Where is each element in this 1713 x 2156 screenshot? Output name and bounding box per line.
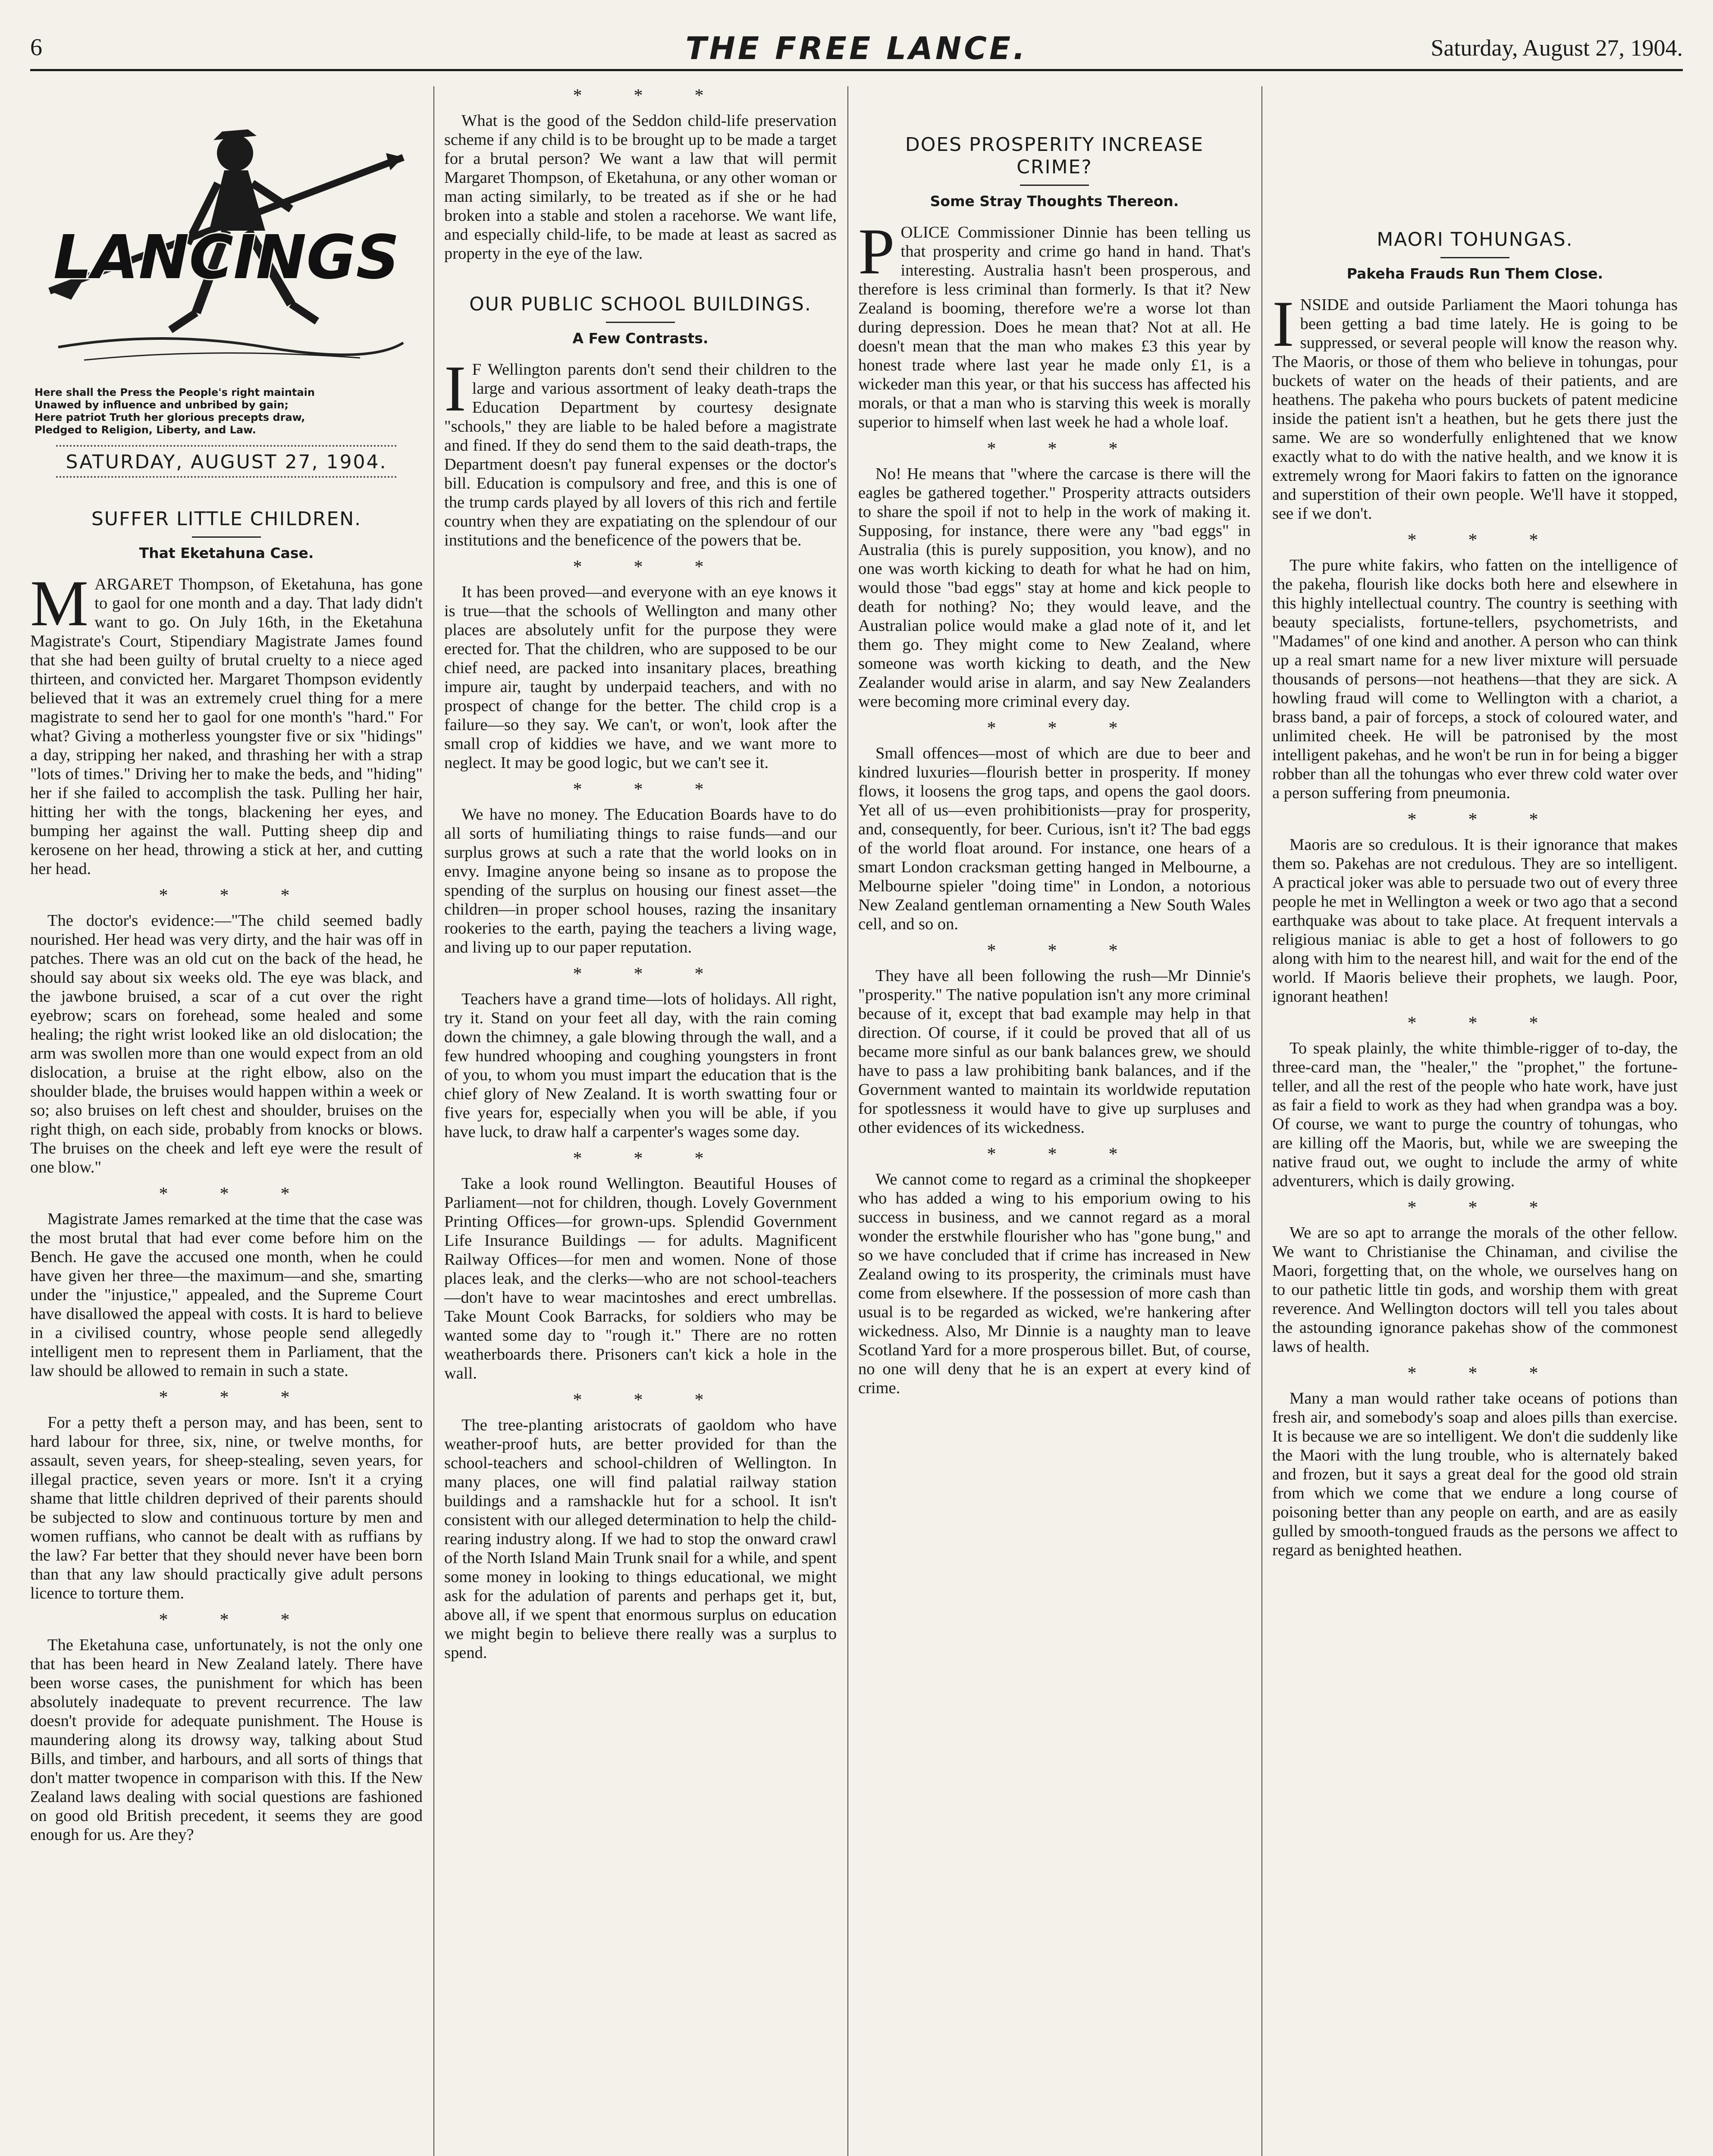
separator-stars: *** <box>987 941 1170 961</box>
subhead-schools: A Few Contrasts. <box>572 330 709 347</box>
divider <box>1440 257 1509 258</box>
article-paragraph <box>1272 288 1678 523</box>
column-2 <box>444 86 837 2156</box>
separator-stars: *** <box>1407 1363 1590 1383</box>
paragraph-text: NSIDE and outside Parliament the Maori tohunga has been getting a bad time lately. He is going to be suppressed, or several people will know the reason why. The Maoris, or those of them who believe in tohungas, pour buckets of water on the heads of their patients, and are heathens. The pakeha who pours buckets of patent medicine inside the patient isn't a heathen, but he gets there just the same. We are so wonderfully enlightened that we know exactly what to do with the native health, and we know it is extremely wrong for Maori fakirs to fatten on the ignorance and superstition of their own people. We'll have it stopped, see if we don't. <box>1272 296 1678 523</box>
separator-stars: *** <box>159 1184 342 1204</box>
separator-stars: *** <box>987 1144 1170 1164</box>
divider <box>192 536 261 538</box>
article-paragraph: We have no money. The Education Boards have to do all sorts of humiliating things to raise funds—and our surplus grows at such a rate that the world looks on in envy. Imagine anyone being so insane as to propose the spending of the surplus on housing our finest asset—the children—in proper school houses, razing the insanitary rookeries to the earth, paying the teachers a living wage, and living up to our paper reputation. <box>444 805 837 956</box>
article-paragraph: Many a man would rather take oceans of potions than fresh air, and somebody's soap and aloes pills than exercise. It is because we are so intelligent. We don't die suddenly like the Maori with the lung trouble, who is alternately baked and frozen, but it says a great deal for the good old strain from which we come that we endure a long course of poisoning better than any people on earth, and are as easily gulled by smooth-tongued frauds as the persons we affect to regard as benighted heathen. <box>1272 1389 1678 1559</box>
article-paragraph: No! He means that "where the carcase is there will the eagles be gathered together." Prosperity attracts outsiders to share the spoil if not to help in the work of making it. Supposing, for instance, there were any "bad eggs" in Australia (this is purely supposition, you know), and no one was worth kicking to death for what he had on him, would those "bad eggs" stay at home and kick people to death for nothing? No; they would leave, and the Australian police would make a glad note of it, and let them go. They might come to New Zealand, where someone was worth kicking to death, and the New Zealander would arise in alarm, and say New Zealanders were becoming more criminal every day. <box>858 465 1251 711</box>
article-paragraph: For a petty theft a person may, and has been, sent to hard labour for three, six, nine, or twelve months, for assault, seven years, for sheep-stealing, seven years, for illegal practice, seven years or more. Isn't it a crying shame that little children deprived of their parents should be subjected to slow and continuous torture by men and women ruffians, who cannot be dealt with as ruffians by the law? Far better that they should never have been born than that any law should practically give adult persons licence to torture them. <box>30 1413 423 1602</box>
article-paragraph <box>444 352 837 550</box>
headline-school-buildings: OUR PUBLIC SCHOOL BUILDINGS. <box>469 293 812 315</box>
drop-cap: P <box>858 215 895 288</box>
article-paragraph: Teachers have a grand time—lots of holidays. All right, try it. Stand on your feet all day, with the rain coming down the chimney, a gale blowing through the wall, and a few hundred whooping and coughing youngsters in front of you, to whom you must impart the education that is the chief glory of New Zealand. It is worth swatting four or five years for, especially when you will be able, if you have luck, to draw half a carpenter's wages some day. <box>444 990 837 1141</box>
divider <box>56 476 397 478</box>
article-paragraph <box>30 567 423 878</box>
article-paragraph: It has been proved—and everyone with an eye knows it is true—that the schools of Wellington and many other places are absolutely unfit for the purpose they were erected for. That the children, who are supposed to be our chief need, are packed into insanitary places, breathing impure air, taught by underpaid teachers, and with no prospect of change for the better. The child crop is a failure—so they say. We can't, or won't, look after the small crop of kiddies we have, and we want more to neglect. It may be good logic, but we can't see it. <box>444 583 837 772</box>
logo-lettering: LANCINGS <box>53 222 400 293</box>
paragraph-text: ARGARET Thompson, of Eketahuna, has gone to gaol for one month and a day. That lady didn't want to go. On July 16th, in the Eketahuna Magistrate's Court, Stipendiary Magistrate James found that she had been guilty of brutal cruelty to a niece aged thirteen, and convicted her. Margaret Thompson evidently believed that it was an extremely cruel thing for a mere magistrate to send her to gaol for one month's "hard." For what? Giving a motherless youngster five or six "hidings" a day, stripping her naked, and thrashing her with a strap "lots of times." Driving her to make the beds, and "hiding" her if she failed to accomplish the task. Pulling her hair, hitting her with the tongs, blackening her eyes, and bumping her against the wall. Putting sheep dip and kerosene on her head, throwing a stick at her, and cutting her head. <box>30 575 423 878</box>
issue-date: Saturday, August 27, 1904. <box>1431 35 1683 61</box>
separator-stars: *** <box>987 718 1170 738</box>
motto-line: Here patriot Truth her glorious precepts draw, <box>35 411 305 423</box>
article-paragraph: Take a look round Wellington. Beautiful Houses of Parliament—not for children, though. Lovely Government Printing Offices—for grown-ups. Splendid Government Life Insurance Buildings — for adults. Magnificent Railway Offices—for men and women. None of those places leak, and the clerks—who are not school-teachers—don't have to wear macintoshes and erect umbrellas. Take Mount Cook Barracks, for soldiers who may be wanted some day to "rough it." There are no rotten weatherboards there. Prisoners can't kick a hole in the wall. <box>444 1175 837 1382</box>
article-paragraph: The Eketahuna case, unfortunately, is not the only one that has been heard in New Zealand lately. There have been worse cases, the punishment for which has been absolutely inadequate to prevent recurrence. The law doesn't provide for adequate punishment. The House is maundering along its drowsy way, talking about Stud Bills, and timber, and harbours, and all sorts of things that don't matter twopence in comparison with this. If the New Zealand laws dealing with social questions are fashioned on good old British precedent, it seems they are good enough for us. Are they? <box>30 1636 423 1844</box>
separator-stars: *** <box>573 86 756 106</box>
drop-cap: I <box>444 352 466 425</box>
article-paragraph: We cannot come to regard as a criminal the shopkeeper who has added a wing to his emporium owing to his success in business, and we cannot regard as a moral wonder the erstwhile flourisher who has "gone bung," and so we have concluded that if crime has increased in New Zealand owing to its prosperity, the criminals must have come from elsewhere. If the possession of more cash than usual is to be regarded as wicked, we're hankering after wickedness. Also, Mr Dinnie is a naughty man to leave Scotland Yard for a more prosperous billet. But, of course, no one will deny that he is an expert at every kind of crime. <box>858 1170 1251 1397</box>
column-4 <box>1272 86 1678 2156</box>
drop-cap: M <box>30 567 89 639</box>
subhead-eketahuna: That Eketahuna Case. <box>139 545 314 561</box>
motto-line: Pledged to Religion, Liberty, and Law. <box>35 424 256 436</box>
article-paragraph: They have all been following the rush—Mr Dinnie's "prosperity." The native population isn't any more criminal because of it, except that bad example may help in that direction. Of course, if it could be proved that all of us became more sinful as our bank balances grew, we should have to pass a law prohibiting bank balances, and if the Government wanted to maintain its worldwide reputation for spotlessness it would have to give up surpluses and other evidences of its wickedness. <box>858 967 1251 1137</box>
separator-stars: *** <box>573 780 756 799</box>
motto <box>35 386 423 436</box>
subhead-prosperity: Some Stray Thoughts Thereon. <box>930 193 1179 210</box>
divider <box>56 445 397 447</box>
lancer-illustration <box>32 88 420 382</box>
column-date: SATURDAY, AUGUST 27, 1904. <box>66 451 387 473</box>
separator-stars: *** <box>159 1610 342 1630</box>
drop-cap: I <box>1272 288 1294 360</box>
article-paragraph <box>858 215 1251 432</box>
column-rule <box>433 86 434 2156</box>
column-rule <box>847 86 848 2156</box>
article-paragraph: To speak plainly, the white thimble-rigger of to-day, the three-card man, the "healer," the "prophet," the fortune-teller, and all the rest of the people who hate work, have just as fair a field to work as they had when grandpa was a boy. Of course, we want to purge the country of tohungas, who are killing off the Maoris, but, while we are sweeping the native fraud out, we ought to include the army of white adventurers, which is daily growing. <box>1272 1039 1678 1190</box>
separator-stars: *** <box>159 886 342 906</box>
paper-title: THE FREE LANCE. <box>685 30 1028 66</box>
headline-suffer-little-children: SUFFER LITTLE CHILDREN. <box>91 508 362 530</box>
paragraph-text: OLICE Commissioner Dinnie has been telling us that prosperity and crime go hand in hand. That's interesting. Australia hasn't been prosperous, and therefore is less criminal than formerly. Is that it? New Zealand is booming, therefore we're a worse lot than during depression. Does he mean that? Not at all. He doesn't mean that the man who makes £3 this year by honest trade where last year he made only £1, is a wickeder man this year, or that his success has affected his morals, or that a man who is starving this week is morally superior to himself when last week he had a whole loaf. <box>858 223 1251 431</box>
divider <box>606 322 675 323</box>
separator-stars: *** <box>1407 810 1590 830</box>
divider <box>1020 185 1089 186</box>
separator-stars: *** <box>1407 530 1590 550</box>
headline-prosperity-crime: DOES PROSPERITY INCREASE CRIME? <box>905 134 1204 178</box>
separator-stars: *** <box>1407 1013 1590 1033</box>
motto-line: Here shall the Press the People's right maintain <box>35 386 315 398</box>
page-number: 6 <box>30 34 42 61</box>
column-rule <box>1261 86 1262 2156</box>
separator-stars: *** <box>1407 1198 1590 1218</box>
article-paragraph: Small offences—most of which are due to beer and kindred luxuries—flourish better in prosperity. If money flows, it loosens the grog taps, and opens the gaol doors. Yet all of us—even prohibitionists—pray for prosperity, and, consequently, for beer. Curious, isn't it? The bad eggs of the world float around. For instance, one hears of a smart London cracksman getting hanged in Melbourne, a Melbourne spieler "doing time" in London, a notorious New Zealand gentleman ornamenting a New South Wales cell, and so on. <box>858 744 1251 933</box>
separator-stars: *** <box>987 439 1170 459</box>
separator-stars: *** <box>573 1149 756 1169</box>
headline-maori-tohungas: MAORI TOHUNGAS. <box>1377 229 1573 251</box>
article-paragraph: Magistrate James remarked at the time that the case was the most brutal that had ever come before him on the Bench. He gave the accused one month, when he could have given her three—the maximum—and she, smarting under the "injustice," appealed, and the Supreme Court have disallowed the appeal with costs. It is hard to believe in a civilised country, whose people send allegedly intelligent men to represent them in Parliament, that the law should be allowed to remain in such a state. <box>30 1210 423 1380</box>
article-paragraph: What is the good of the Seddon child-life preservation scheme if any child is to be brought up to be made a target for a brutal person? We want a law that will permit Margaret Thompson, of Eketahuna, or any other woman or man acting similarly, to be treated as if she or he had broken into a stable and stolen a racehorse. We want life, and especially child-life, to be made at least as sacred as property in the eye of the law. <box>444 112 837 263</box>
separator-stars: *** <box>573 557 756 577</box>
lancings-logo <box>30 86 423 384</box>
article-paragraph: Maoris are so credulous. It is their ignorance that makes them so. Pakehas are not credulous. They are so intelligent. A practical joker was able to persuade two out of every three people he met in Wellington a week or two ago that a second earthquake was about to take place. At frequent intervals a religious maniac is able to get a host of followers to go along with him to the nearest hill, and wait for the end of the world. If Maoris believe their prophets, we laugh. Poor, ignorant heathen! <box>1272 836 1678 1006</box>
separator-stars: *** <box>159 1388 342 1407</box>
column-1 <box>30 86 423 2156</box>
paragraph-text: F Wellington parents don't send their children to the large and various assortment of leaky death-traps the Education Department by courtesy designate "schools," they are liable to be haled before a magistrate and fined. If they do send them to the said death-traps, the Department doesn't pay funeral expenses or the doctor's bill. Education is compulsory and free, and this is one of the trump cards played by all lovers of this rich and fertile country when they are expatiating on the splendour of our institutions and the beneficence of the powers that be. <box>444 360 837 549</box>
separator-stars: *** <box>573 1390 756 1410</box>
article-paragraph: We are so apt to arrange the morals of the other fellow. We want to Christianise the Chinaman, and civilise the Maori, forgetting that, on the whole, we ourselves hang on to our pathetic little tin gods, and worship them with great reverence. And Wellington doctors will tell you tales about the astounding ignorance pakehas show of the commonest laws of health. <box>1272 1224 1678 1356</box>
column-3 <box>858 86 1251 2156</box>
article-paragraph: The tree-planting aristocrats of gaoldom who have weather-proof huts, are better provided for than the school-teachers and school-children of Wellington. In many places, one will find palatial railway station buildings and a ramshackle hut for a school. It isn't consistent with our alleged determination to help the child-rearing industry along. If we had to stop the onward crawl of the North Island Main Trunk snail for a while, and spent some money in looking to things educational, we might ask for the adulation of parents and perhaps get it, but, above all, if we spent that enormous surplus on education we might begin to believe there really was a surplus to spend. <box>444 1416 837 1662</box>
masthead <box>30 30 1683 71</box>
subhead-tohungas: Pakeha Frauds Run Them Close. <box>1346 265 1603 282</box>
separator-stars: *** <box>573 964 756 984</box>
motto-line: Unawed by influence and unbribed by gain; <box>35 399 289 411</box>
article-paragraph: The doctor's evidence:—"The child seemed badly nourished. Her head was very dirty, and the hair was off in patches. There was an old cut on the back of the head, he should say about six weeks old. The eye was black, and the jawbone bruised, a scar of a cut over the right eyebrow; scars on forehead, some healed and some healing; the right wrist looked like an old dislocation; the arm was swollen more than one would expect from an old dislocation, a bruise at the right elbow, also on the shoulder blade, the bruises would happen within a week or so; also bruises on left chest and shoulder, bruises on the right thigh, on each side, probably from knocks or blows. The bruises on the cheek and left eye were the result of one blow." <box>30 912 423 1176</box>
article-paragraph: The pure white fakirs, who fatten on the intelligence of the pakeha, flourish like docks both here and elsewhere in this highly intellectual country. The country is seething with beauty specialists, fortune-tellers, psychometrists, and "Madames" of one kind and another. A person who can think up a real smart name for a new liver mixture will persuade thousands of persons—not heathens—that they are sick. A howling fraud will come to Wellington with a chariot, a brass band, a pair of forceps, a stock of coloured water, and unlimited cheek. He will be patronised by the most intelligent pakehas, and he won't be run in for being a bigger robber than all the tohungas who ever threw cold water over a person suffering from pneumonia. <box>1272 556 1678 802</box>
